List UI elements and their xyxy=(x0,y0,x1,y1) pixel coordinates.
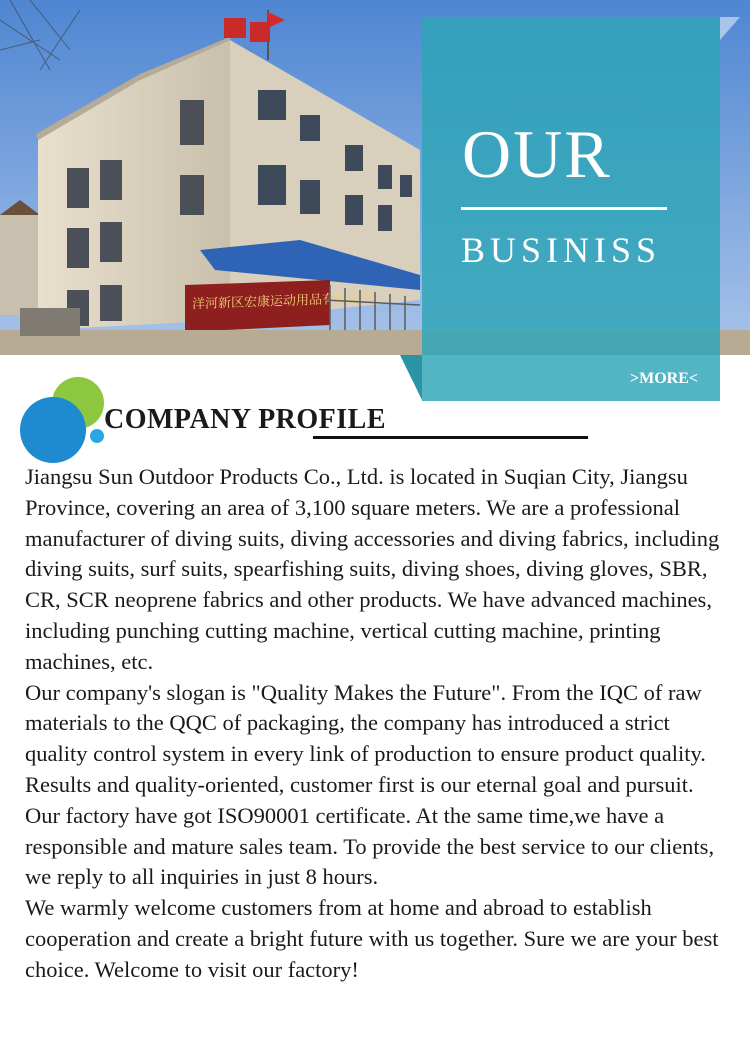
business-heading: BUSINISS xyxy=(461,230,662,270)
profile-paragraph: Jiangsu Sun Outdoor Products Co., Ltd. is located in Suqian City, Jiangsu Province, covering an area of 3,100 square meters. We are a professional manufacturer of diving suits, diving accessories and diving fabrics, including diving suits, surf suits, spearfishing suits, diving shoes, diving gloves, SBR, CR, SCR neoprene fabrics and other products. We have advanced machines, including punching cutting machine, vertical cutting machine, printing machines, etc. xyxy=(25,464,720,674)
company-profile-title: COMPANY PROFILE xyxy=(104,404,387,435)
panel-fold-corner xyxy=(0,0,750,405)
decorative-circles-icon xyxy=(0,376,110,466)
company-profile-text xyxy=(25,462,730,986)
svg-text:洋河新区宏康运动用品有限公司: 洋河新区宏康运动用品有限公司 xyxy=(192,290,374,313)
profile-header xyxy=(0,376,750,466)
profile-paragraph: Our factory have got ISO90001 certificate. At the same time,we have a responsible and mature sales team. To provide the best service to our clients, we reply to all inquiries in just 8 hours. xyxy=(25,802,715,890)
profile-paragraph: Our company's slogan is "Quality Makes the Future". From the IQC of raw materials to the QQC of packaging, the company has introduced a strict quality control system in every link of production to ensure product quality. Results and quality-oriented, customer first is our eternal goal and pursuit. xyxy=(25,679,706,797)
more-link[interactable]: >MORE< xyxy=(630,370,699,387)
heading-divider xyxy=(461,207,667,210)
profile-paragraph: We warmly welcome customers from at home and abroad to establish cooperation and create a bright future with us together. Sure we are your best choice. Welcome to visit our factory! xyxy=(25,895,719,982)
title-underline xyxy=(313,436,588,439)
our-heading: OUR xyxy=(462,116,612,192)
hero-banner xyxy=(0,0,750,405)
